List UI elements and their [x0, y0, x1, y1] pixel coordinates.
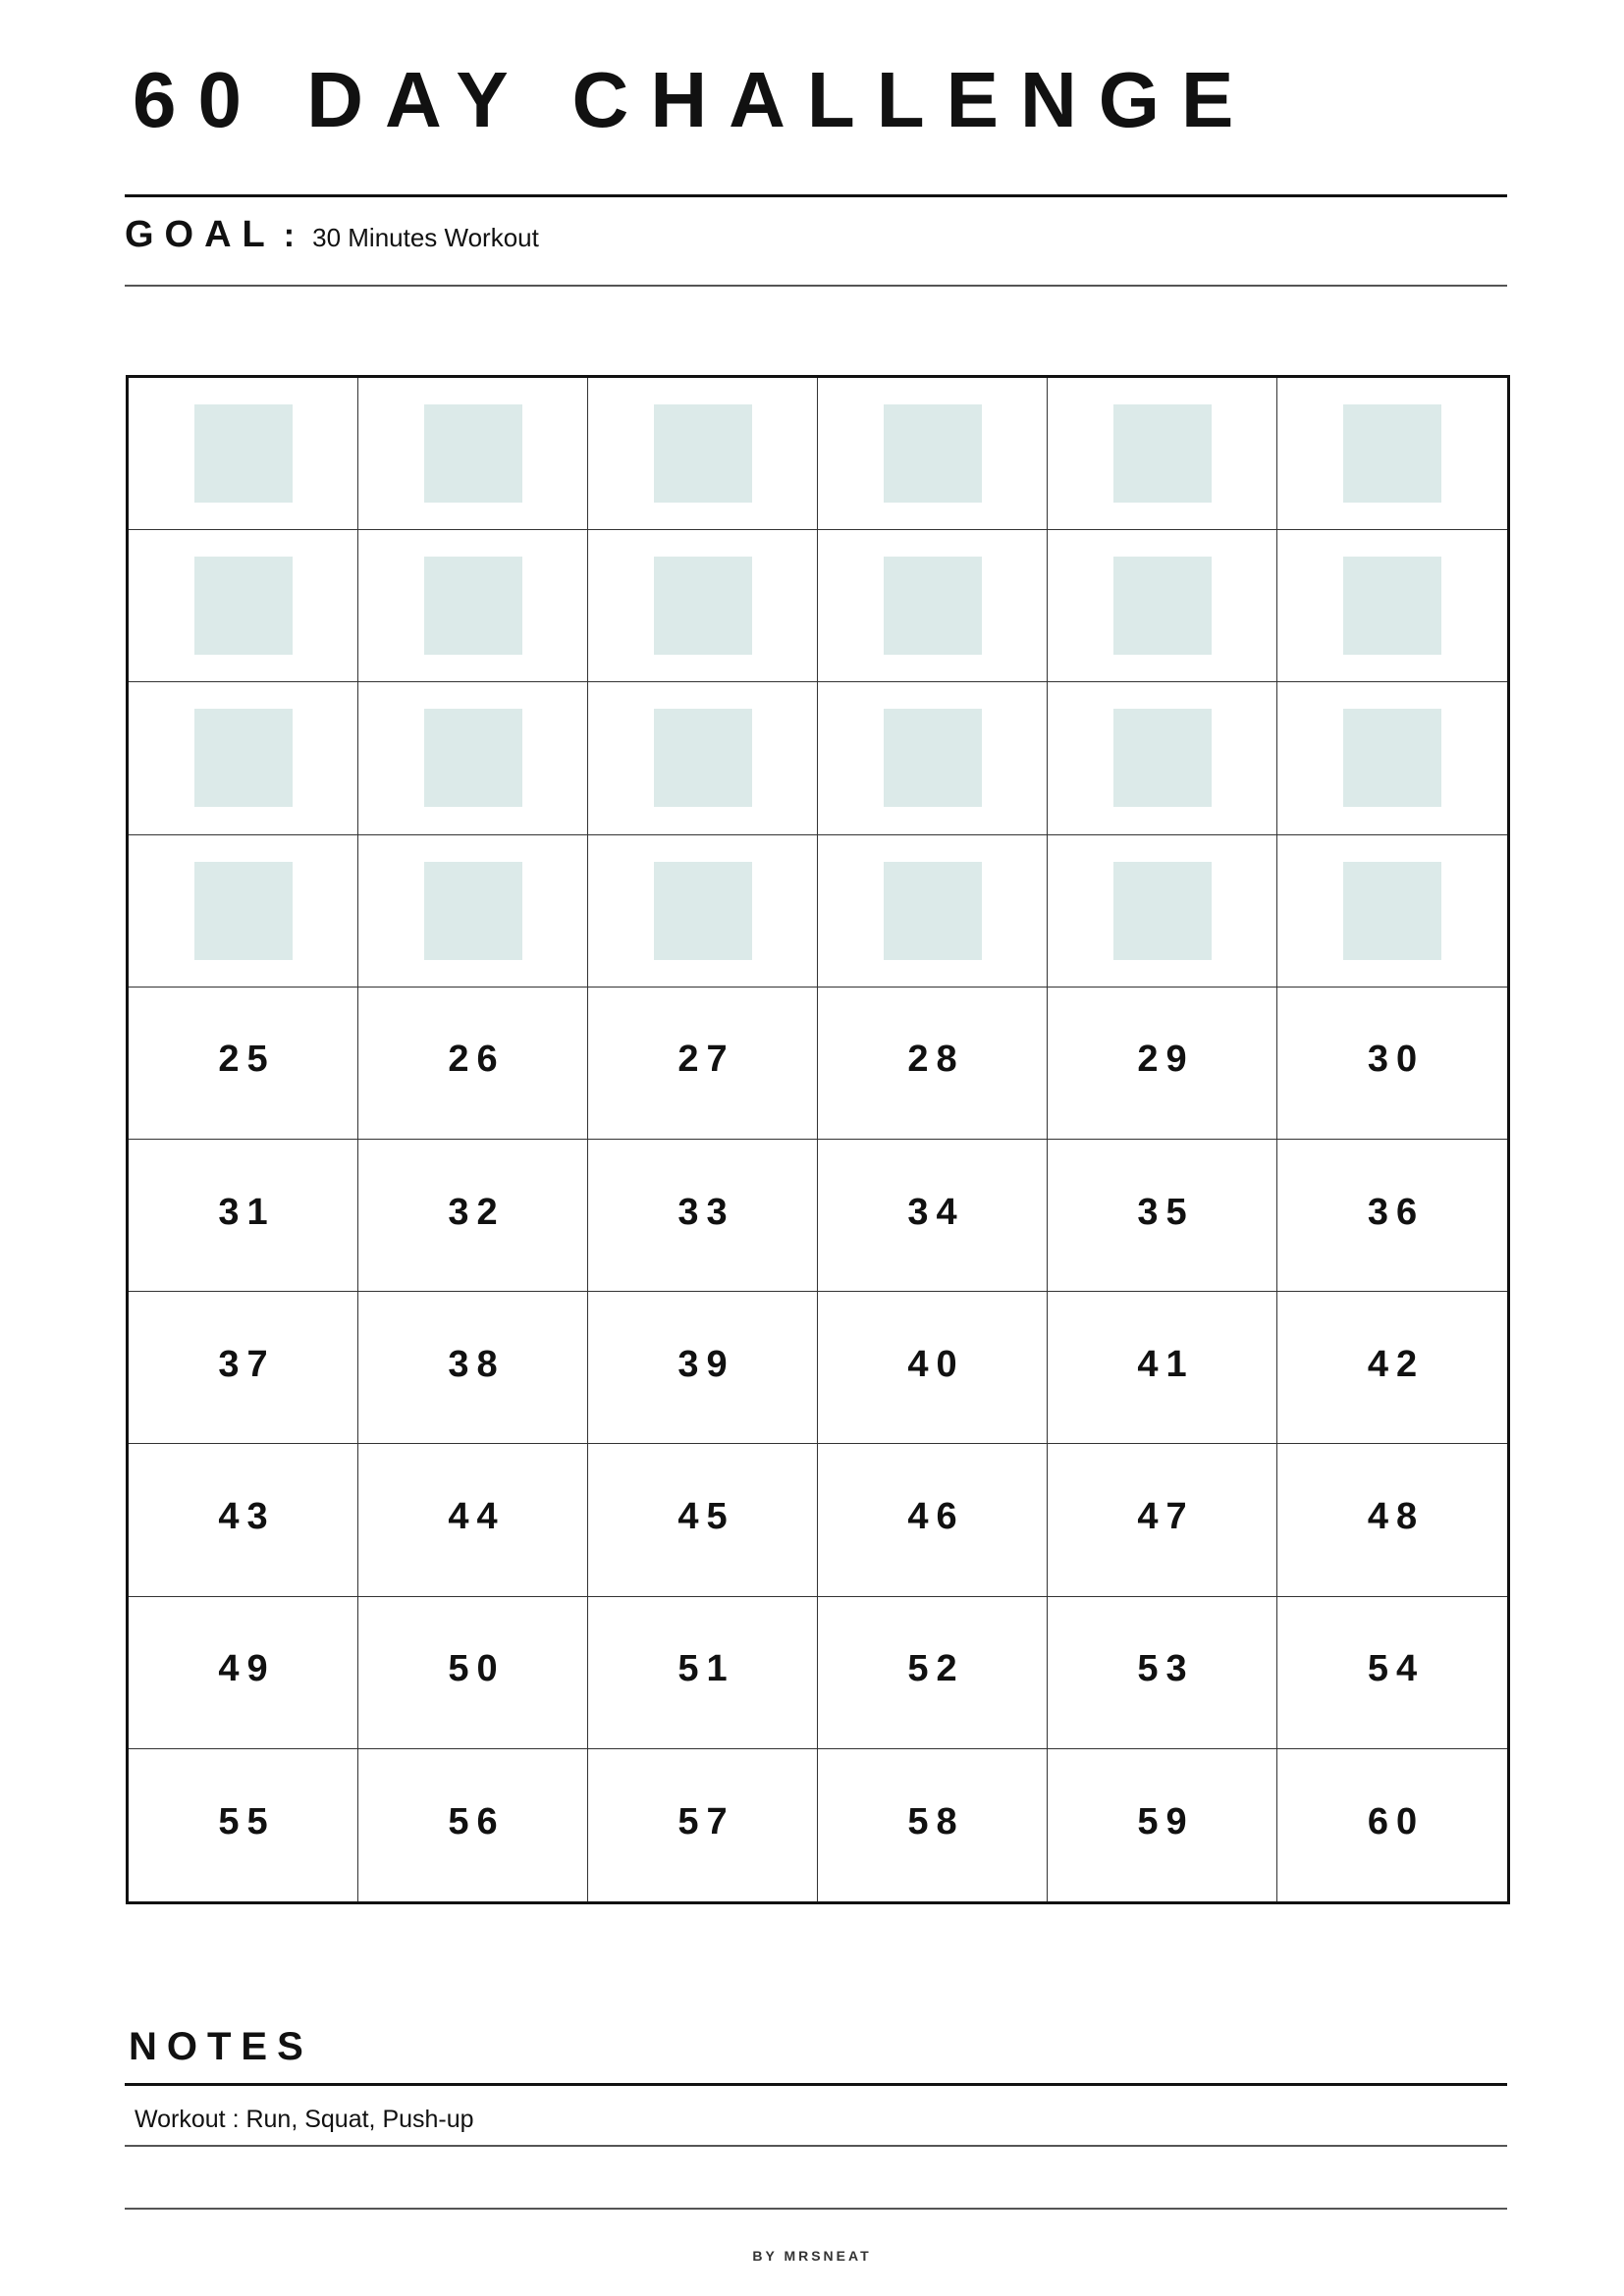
tracker-cell-empty[interactable] [588, 530, 818, 682]
day-number: 42 [1367, 1343, 1426, 1385]
day-number: 44 [448, 1495, 506, 1537]
note-rule-2 [125, 2208, 1507, 2210]
day-number: 47 [1137, 1495, 1195, 1537]
tracker-cell-day[interactable] [1277, 1749, 1507, 1901]
tracker-cell-empty[interactable] [588, 378, 818, 530]
day-number: 35 [1137, 1191, 1195, 1233]
tracker-checkbox[interactable] [884, 404, 982, 503]
goal-underline [125, 285, 1507, 287]
day-number: 51 [677, 1648, 735, 1690]
tracker-cell-day[interactable] [1277, 988, 1507, 1140]
day-number: 39 [677, 1343, 735, 1385]
day-number: 37 [218, 1343, 276, 1385]
day-number: 58 [907, 1800, 965, 1842]
day-number: 28 [907, 1039, 965, 1081]
day-number: 49 [218, 1648, 276, 1690]
day-number: 45 [677, 1495, 735, 1537]
tracker-cell-empty[interactable] [129, 378, 358, 530]
tracker-checkbox[interactable] [654, 862, 752, 960]
tracker-cell-empty[interactable] [818, 378, 1048, 530]
tracker-checkbox[interactable] [884, 557, 982, 655]
tracker-cell-day[interactable] [588, 1140, 818, 1292]
tracker-cell-day[interactable] [129, 1597, 358, 1749]
tracker-cell-empty[interactable] [358, 682, 588, 834]
day-number: 59 [1137, 1800, 1195, 1842]
tracker-checkbox[interactable] [424, 557, 522, 655]
goal-row [125, 214, 539, 273]
tracker-cell-day[interactable] [818, 988, 1048, 1140]
day-number: 54 [1367, 1648, 1426, 1690]
tracker-checkbox[interactable] [654, 557, 752, 655]
tracker-cell-empty[interactable] [1277, 682, 1507, 834]
tracker-cell-day[interactable] [588, 1444, 818, 1596]
day-number: 46 [907, 1495, 965, 1537]
tracker-cell-day[interactable] [129, 988, 358, 1140]
tracker-cell-day[interactable] [1048, 1140, 1277, 1292]
tracker-cell-empty[interactable] [1048, 530, 1277, 682]
day-number: 52 [907, 1648, 965, 1690]
tracker-checkbox[interactable] [424, 862, 522, 960]
tracker-cell-empty[interactable] [588, 835, 818, 988]
tracker-checkbox[interactable] [654, 404, 752, 503]
tracker-cell-day[interactable] [818, 1444, 1048, 1596]
tracker-cell-day[interactable] [818, 1292, 1048, 1444]
tracker-checkbox[interactable] [1343, 862, 1441, 960]
tracker-cell-day[interactable] [1277, 1140, 1507, 1292]
day-number: 57 [677, 1800, 735, 1842]
tracker-cell-empty[interactable] [129, 835, 358, 988]
tracker-cell-day[interactable] [588, 1292, 818, 1444]
tracker-cell-day[interactable] [1048, 1292, 1277, 1444]
tracker-cell-empty[interactable] [1048, 835, 1277, 988]
day-number: 30 [1367, 1039, 1426, 1081]
goal-value[interactable]: 30 Minutes Workout [312, 223, 539, 252]
tracker-cell-empty[interactable] [818, 835, 1048, 988]
tracker-grid [126, 375, 1510, 1904]
tracker-cell-empty[interactable] [358, 378, 588, 530]
day-number: 25 [218, 1039, 276, 1081]
day-number: 48 [1367, 1495, 1426, 1537]
day-number: 33 [677, 1191, 735, 1233]
tracker-cell-empty[interactable] [1048, 378, 1277, 530]
tracker-checkbox[interactable] [654, 709, 752, 807]
tracker-checkbox[interactable] [884, 709, 982, 807]
tracker-cell-day[interactable] [358, 1444, 588, 1596]
tracker-cell-day[interactable] [818, 1749, 1048, 1901]
tracker-cell-empty[interactable] [1048, 682, 1277, 834]
notes-title: NOTES [129, 2025, 313, 2068]
tracker-cell-empty[interactable] [1277, 378, 1507, 530]
tracker-cell-empty[interactable] [588, 682, 818, 834]
tracker-cell-day[interactable] [818, 1597, 1048, 1749]
tracker-checkbox[interactable] [1113, 557, 1212, 655]
note-rule-1 [125, 2145, 1507, 2147]
tracker-cell-day[interactable] [129, 1292, 358, 1444]
day-number: 40 [907, 1343, 965, 1385]
notes-divider [125, 2083, 1507, 2086]
note-line-1[interactable]: Workout : Run, Squat, Push-up [135, 2106, 474, 2133]
tracker-cell-day[interactable] [588, 988, 818, 1140]
day-number: 34 [907, 1191, 965, 1233]
tracker-checkbox[interactable] [194, 557, 293, 655]
tracker-cell-empty[interactable] [129, 530, 358, 682]
day-number: 43 [218, 1495, 276, 1537]
tracker-cell-empty[interactable] [1277, 835, 1507, 988]
tracker-cell-day[interactable] [129, 1444, 358, 1596]
tracker-cell-day[interactable] [1277, 1444, 1507, 1596]
tracker-cell-empty[interactable] [818, 682, 1048, 834]
tracker-cell-empty[interactable] [129, 682, 358, 834]
tracker-checkbox[interactable] [194, 404, 293, 503]
day-number: 56 [448, 1800, 506, 1842]
day-number: 60 [1367, 1800, 1426, 1842]
tracker-cell-day[interactable] [588, 1749, 818, 1901]
tracker-cell-day[interactable] [1048, 988, 1277, 1140]
tracker-cell-day[interactable] [358, 1749, 588, 1901]
tracker-cell-day[interactable] [129, 1140, 358, 1292]
tracker-cell-day[interactable] [588, 1597, 818, 1749]
footer-credit: BY MRSNEAT [752, 2248, 872, 2264]
tracker-cell-day[interactable] [1277, 1597, 1507, 1749]
tracker-cell-day[interactable] [818, 1140, 1048, 1292]
day-number: 26 [448, 1039, 506, 1081]
tracker-checkbox[interactable] [424, 709, 522, 807]
tracker-checkbox[interactable] [194, 862, 293, 960]
tracker-checkbox[interactable] [1113, 862, 1212, 960]
goal-separator: : [283, 217, 296, 254]
tracker-checkbox[interactable] [1343, 709, 1441, 807]
goal-label: GOAL [125, 214, 276, 255]
tracker-checkbox[interactable] [1113, 709, 1212, 807]
tracker-checkbox[interactable] [424, 404, 522, 503]
tracker-cell-day[interactable] [1048, 1444, 1277, 1596]
day-number: 29 [1137, 1039, 1195, 1081]
tracker-checkbox[interactable] [884, 862, 982, 960]
tracker-cell-empty[interactable] [358, 530, 588, 682]
day-number: 36 [1367, 1191, 1426, 1233]
tracker-cell-day[interactable] [1048, 1597, 1277, 1749]
tracker-checkbox[interactable] [1343, 557, 1441, 655]
tracker-checkbox[interactable] [194, 709, 293, 807]
tracker-cell-day[interactable] [358, 1140, 588, 1292]
day-number: 38 [448, 1343, 506, 1385]
day-number: 27 [677, 1039, 735, 1081]
day-number: 31 [218, 1191, 276, 1233]
tracker-checkbox[interactable] [1343, 404, 1441, 503]
title-divider [125, 194, 1507, 197]
page-title: 60 DAY CHALLENGE [133, 56, 1256, 143]
day-number: 32 [448, 1191, 506, 1233]
day-number: 41 [1137, 1343, 1195, 1385]
tracker-cell-day[interactable] [1048, 1749, 1277, 1901]
tracker-cell-empty[interactable] [358, 835, 588, 988]
tracker-cell-day[interactable] [358, 1597, 588, 1749]
tracker-cell-day[interactable] [129, 1749, 358, 1901]
tracker-checkbox[interactable] [1113, 404, 1212, 503]
tracker-cell-empty[interactable] [1277, 530, 1507, 682]
tracker-cell-day[interactable] [1277, 1292, 1507, 1444]
day-number: 55 [218, 1800, 276, 1842]
day-number: 50 [448, 1648, 506, 1690]
tracker-cell-day[interactable] [358, 988, 588, 1140]
tracker-cell-day[interactable] [358, 1292, 588, 1444]
day-number: 53 [1137, 1648, 1195, 1690]
tracker-cell-empty[interactable] [818, 530, 1048, 682]
